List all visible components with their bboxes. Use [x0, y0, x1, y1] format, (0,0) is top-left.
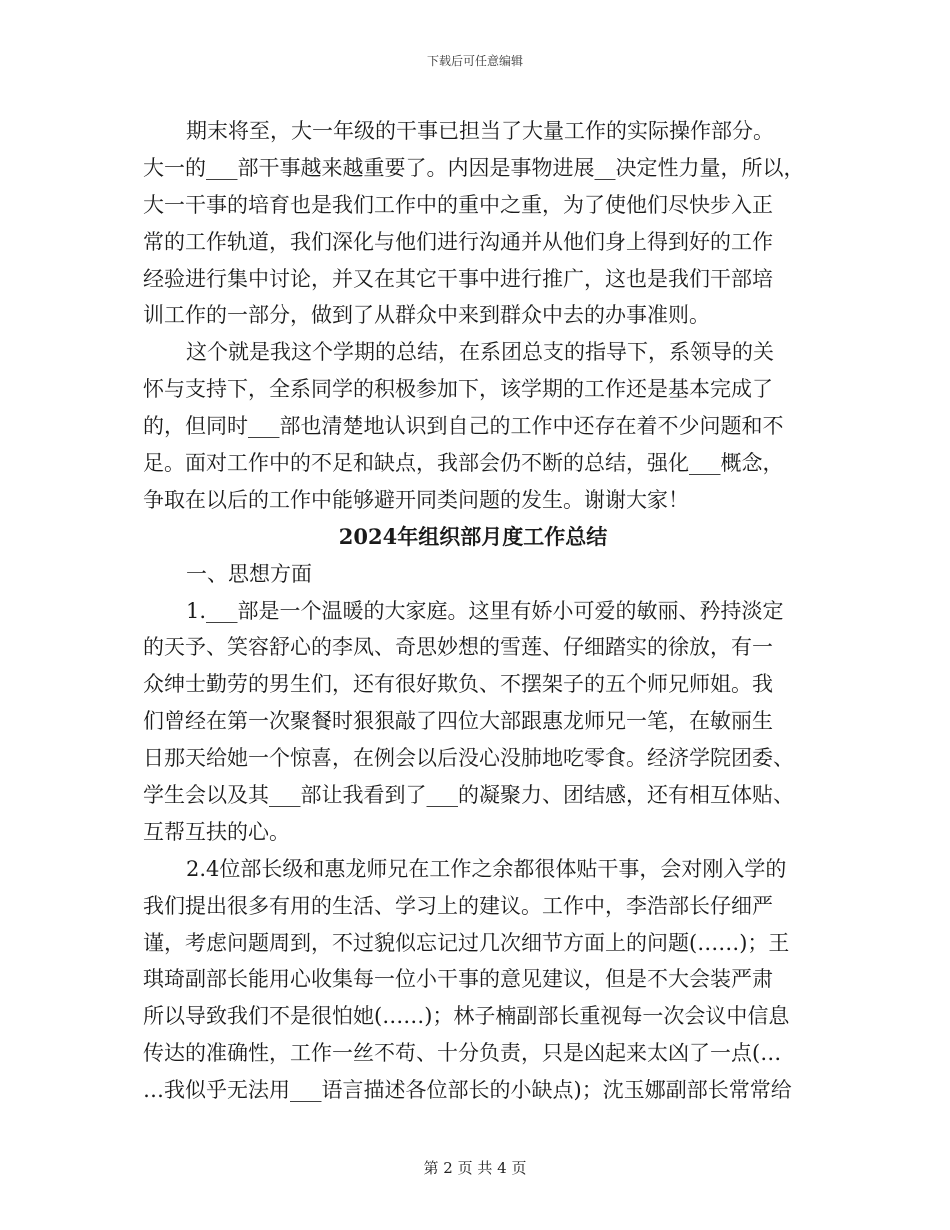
text-line: 我们提出很多有用的生活、学习上的建议。工作中，李浩部长仔细严 — [143, 893, 773, 918]
text-line: 期末将至，大一年级的干事已担当了大量工作的实际操作部分。 — [186, 119, 774, 143]
text-line: 传达的准确性，工作一丝不苟、十分负责，只是凶起来太凶了一点(… — [143, 1041, 782, 1066]
document-body — [143, 113, 803, 1109]
text-line: 的天予、笑容舒心的李凤、奇思妙想的雪莲、仔细踏实的徐放，有一 — [143, 635, 773, 660]
text-line: 2.4位部长级和惠龙师兄在工作之余都很体贴干事，会对刚入学的 — [186, 856, 787, 881]
text-line: 学生会以及其___部让我看到了___的凝聚力、团结感，还有相互体贴、 — [143, 783, 794, 808]
text-line: 的，但同时___部也清楚地认识到自己的工作中还存在着不少问题和不 — [143, 414, 784, 439]
text-line: 谨，考虑问题周到，不过貌似忘记过几次细节方面上的问题(……)；王 — [143, 930, 790, 955]
page-number: 第 2 页 共 4 页 — [423, 1159, 527, 1177]
text-line: 经验进行集中讨论，并又在其它干事中进行推广，这也是我们干部培 — [143, 266, 773, 291]
text-line: 这个就是我这个学期的总结，在系团总支的指导下，系领导的关 — [186, 340, 774, 365]
text-line: 一、思想方面 — [186, 561, 312, 586]
text-line: 足。面对工作中的不足和缺点，我部会仍不断的总结，强化___概念， — [143, 451, 784, 476]
text-line: 所以导致我们不是很怕她(……)；林子楠副部长重视每一次会议中信息 — [143, 1004, 790, 1029]
text-line: 训工作的一部分，做到了从群众中来到群众中去的办事准则。 — [143, 303, 710, 328]
text-line: 争取在以后的工作中能够避开同类问题的发生。谢谢大家！ — [143, 487, 689, 512]
text-line: 怀与支持下，全系同学的积极参加下，该学期的工作还是基本完成了 — [143, 377, 773, 402]
text-line: 琪琦副部长能用心收集每一位小干事的意见建议，但是不大会装严肃 — [143, 967, 773, 992]
text-line: 众绅士勤劳的男生们，还有很好欺负、不摆架子的五个师兄师姐。我 — [143, 672, 773, 697]
text-line: 常的工作轨道，我们深化与他们进行沟通并从他们身上得到好的工作 — [143, 229, 773, 254]
text-line: 们曾经在第一次聚餐时狠狠敲了四位大部跟惠龙师兄一笔，在敏丽生 — [143, 709, 773, 734]
text-line: 互帮互扶的心。 — [143, 819, 290, 844]
text-line: 大一的___部干事越来越重要了。内因是事物进展__决定性力量，所以， — [143, 155, 805, 180]
text-line: 大一干事的培育也是我们工作中的重中之重，为了使他们尽快步入正 — [143, 192, 773, 217]
text-line: …我似乎无法用___语言描述各位部长的小缺点)；沈玉娜副部长常常给 — [143, 1078, 792, 1103]
text-line: 1.___部是一个温暖的大家庭。这里有娇小可爱的敏丽、矜持淡定 — [186, 598, 784, 623]
page-header: 下载后可任意编辑 — [426, 54, 523, 68]
section-heading: 2024年组织部月度工作总结 — [338, 523, 608, 549]
text-line: 日那天给她一个惊喜，在例会以后没心没肺地吃零食。经济学院团委、 — [143, 746, 794, 771]
